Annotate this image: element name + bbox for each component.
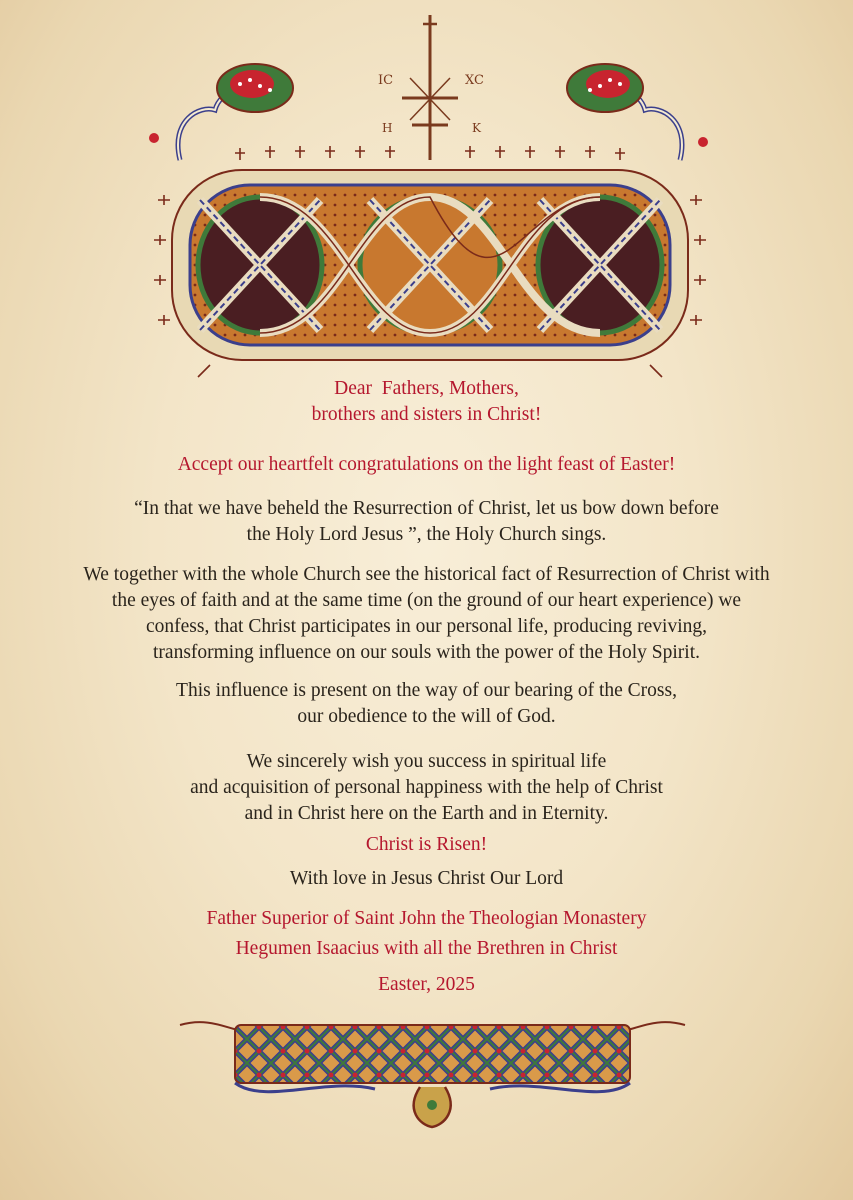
- christ-is-risen: Christ is Risen!: [365, 834, 488, 855]
- paragraph1-line-2: the eyes of faith and at the same time (on the ground of our heart experience) we: [111, 590, 742, 611]
- right-flower-ornament: [567, 64, 708, 160]
- signature: [0, 904, 853, 964]
- paragraph3-line-2: and acquisition of personal happiness with the help of Christ: [190, 777, 663, 798]
- quote-line-2: the Holy Lord Jesus ”, the Holy Church sings.: [246, 524, 607, 545]
- greeting-line-1: Dear Fathers, Mothers,: [334, 378, 519, 399]
- greeting: [0, 376, 853, 428]
- paragraph1-line-4: transforming influence on our souls with the power of the Holy Spirit.: [153, 642, 700, 663]
- svg-text:IC: IC: [378, 73, 394, 88]
- paragraph1-line-3: confess, that Christ participates in our personal life, producing reviving,: [145, 616, 708, 637]
- body-paragraph-2: [0, 678, 853, 730]
- svg-text:XC: XC: [465, 73, 484, 88]
- signature-line-1: Father Superior of Saint John the Theologian Monastery: [206, 908, 647, 929]
- svg-text:H: H: [382, 121, 393, 135]
- cross-icon: [378, 15, 484, 160]
- greeting-line-2: brothers and sisters in Christ!: [311, 404, 542, 425]
- body-paragraph-3: [0, 749, 853, 827]
- left-flower-ornament: [149, 64, 293, 160]
- svg-text:K: K: [472, 121, 481, 135]
- top-ornament: [140, 10, 720, 380]
- congratulations-heading: Accept our heartfelt congratulations on the light feast of Easter!: [177, 454, 676, 475]
- quote-line-1: “In that we have beheld the Resurrection of Christ, let us bow down before: [134, 498, 719, 519]
- signature-line-2: Hegumen Isaacius with all the Brethren in Christ: [235, 938, 618, 959]
- body-paragraph-1: [0, 562, 853, 666]
- closing-line: With love in Jesus Christ Our Lord: [289, 868, 564, 889]
- date: Easter, 2025: [378, 974, 475, 995]
- bottom-ornament: [175, 1015, 690, 1135]
- paragraph2-line-2: our obedience to the will of God.: [297, 706, 556, 727]
- paragraph1-line-1: We together with the whole Church see the historical fact of Resurrection of Christ with: [83, 564, 770, 585]
- paragraph3-line-3: and in Christ here on the Earth and in Eternity.: [244, 803, 609, 824]
- interlace-band: [172, 170, 688, 360]
- paragraph2-line-1: This influence is present on the way of our bearing of the Cross,: [176, 680, 677, 701]
- paragraph3-line-1: We sincerely wish you success in spiritual life: [246, 751, 607, 772]
- quote-paragraph: [0, 496, 853, 548]
